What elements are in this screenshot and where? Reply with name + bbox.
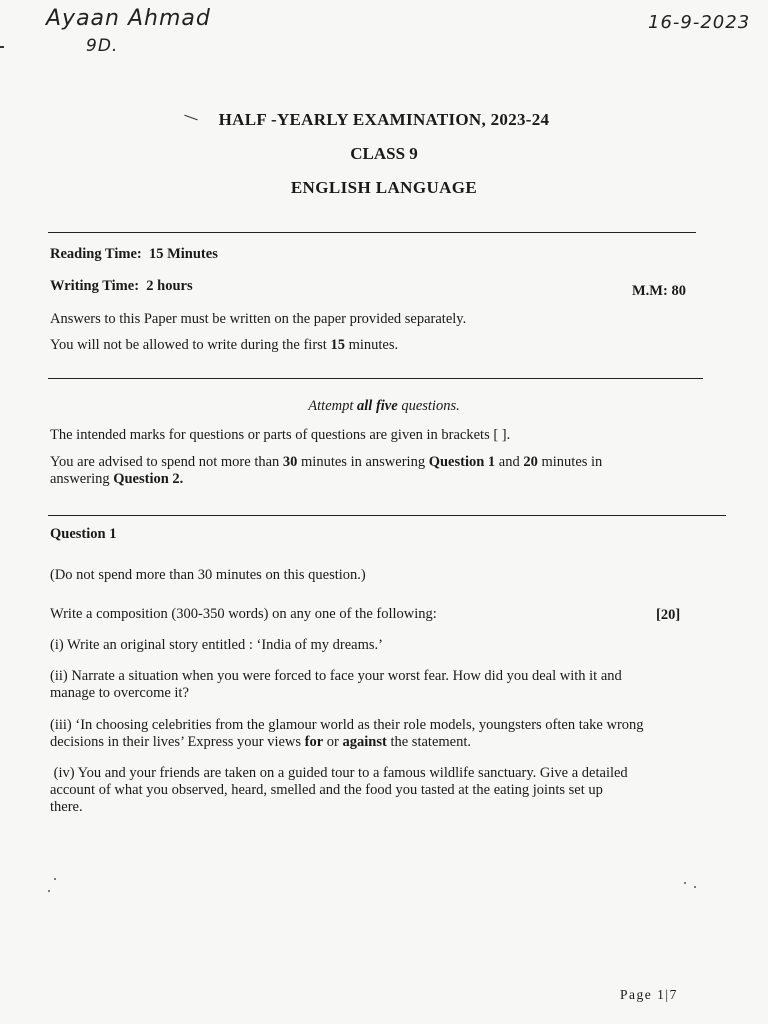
- class-title: CLASS 9: [350, 144, 418, 163]
- option-iv-line1: (iv) You and your friends are taken on a guided tour to a famous wildlife sanctuary. Give a detailed: [50, 765, 628, 781]
- advice-text-8: answering: [50, 471, 114, 487]
- advice-text-7: minutes in: [537, 454, 603, 470]
- scan-speck: [694, 886, 696, 888]
- page-number: Page 1|7: [620, 987, 678, 1002]
- instruction-reading-period: [50, 337, 398, 354]
- question-1-prompt: Write a composition (300-350 words) on any one of the following:: [50, 606, 437, 622]
- attempt-all: [0, 398, 768, 415]
- advice-text-6: 20: [523, 454, 538, 470]
- divider-mid: [48, 378, 703, 379]
- advice-text-1: You are advised to spend not more than: [50, 454, 283, 470]
- question-1-heading: Question 1: [50, 526, 117, 542]
- option-ii-line1: (ii) Narrate a situation when you were forced to face your worst fear. How did you deal with it and: [50, 668, 622, 684]
- advice-part: [50, 454, 602, 471]
- opt3-text-against: against: [342, 734, 387, 750]
- option-ii-line2: manage to overcome it?: [50, 685, 189, 701]
- student-name: Ayaan Ahmad: [46, 6, 211, 31]
- writing-time-label: Writing Time:: [50, 278, 140, 294]
- scan-speck: [48, 890, 50, 892]
- subject-title: ENGLISH LANGUAGE: [290, 178, 478, 197]
- instr-text-a: You will not be allowed to write during the first: [50, 337, 331, 353]
- option-iii-line2: [50, 734, 730, 751]
- attempt-text-b: all five: [357, 398, 398, 414]
- marks-note: The intended marks for questions or parts of questions are given in brackets [ ].: [50, 427, 511, 443]
- option-iii-line1: (iii) ‘In choosing celebrities from the glamour world as their role models, youngsters often take wrong: [50, 717, 644, 733]
- reading-time: [50, 246, 218, 263]
- instruction-answers: Answers to this Paper must be written on the paper provided separately.: [50, 311, 467, 327]
- question-1-note: (Do not spend more than 30 minutes on this question.): [50, 567, 366, 583]
- opt3-text-e: the statement.: [386, 734, 471, 750]
- margin-dash-mark: [0, 46, 4, 48]
- opt3-text-a: decisions in their lives’ Express your views: [50, 734, 305, 750]
- advice-text-3: minutes in answering: [297, 454, 429, 470]
- option-iv-line3: there.: [50, 799, 83, 815]
- student-class-section: 9D.: [86, 36, 119, 56]
- attempt-text-a: Attempt: [308, 398, 358, 414]
- max-marks: M.M: 80: [632, 283, 686, 299]
- opt3-text-for: for: [304, 734, 324, 750]
- option-iii: [50, 717, 730, 751]
- option-ii: [50, 668, 730, 702]
- advice-text-4: Question 1: [428, 454, 496, 470]
- scan-speck: [684, 882, 686, 884]
- option-iv: [50, 765, 730, 816]
- option-i: (i) Write an original story entitled : ‘India of my dreams.’: [50, 637, 383, 653]
- time-advice: [50, 454, 726, 488]
- instr-text-c: minutes.: [344, 337, 399, 353]
- attempt-text-c: questions.: [397, 398, 460, 414]
- writing-time: [50, 278, 193, 295]
- handwritten-date: 16-9-2023: [648, 12, 751, 33]
- advice-text-5: and: [495, 454, 524, 470]
- reading-time-label: Reading Time:: [50, 246, 142, 262]
- writing-time-value: 2 hours: [146, 278, 193, 294]
- divider-question: [48, 515, 726, 516]
- reading-time-value: 15 Minutes: [148, 246, 218, 262]
- instr-text-b: 15: [330, 337, 345, 353]
- opt3-text-or: or: [323, 734, 343, 750]
- scan-speck: [54, 878, 56, 880]
- divider-top: [48, 232, 696, 233]
- time-advice-line2: [50, 471, 726, 488]
- time-advice-line1: [50, 454, 726, 471]
- question-1-marks: [20]: [656, 607, 681, 623]
- advice-text-2: 30: [282, 454, 298, 470]
- advice-text-9: Question 2.: [113, 471, 184, 487]
- option-iv-line2: account of what you observed, heard, smelled and the food you tasted at the eating joints set up: [50, 782, 603, 798]
- exam-title: HALF -YEARLY EXAMINATION, 2023-24: [218, 110, 550, 129]
